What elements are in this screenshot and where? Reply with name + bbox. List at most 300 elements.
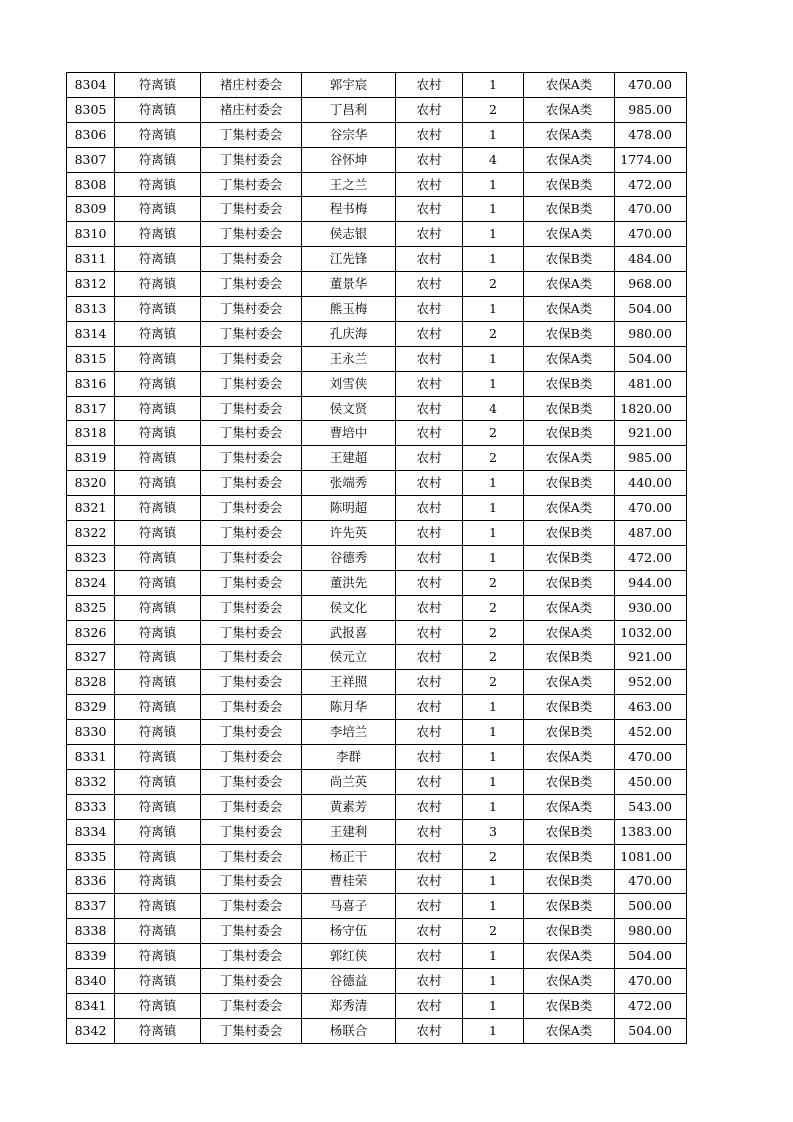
cell-id: 8322: [67, 521, 115, 546]
cell-town: 符离镇: [115, 197, 201, 222]
cell-village: 丁集村委会: [201, 545, 302, 570]
cell-class: 农保A类: [524, 620, 615, 645]
cell-class: 农保B类: [524, 471, 615, 496]
cell-count: 1: [463, 222, 524, 247]
cell-count: 1: [463, 944, 524, 969]
cell-class: 农保A类: [524, 346, 615, 371]
cell-amount: 1032.00: [615, 620, 687, 645]
cell-class: 农保A类: [524, 147, 615, 172]
cell-count: 2: [463, 570, 524, 595]
cell-town: 符离镇: [115, 670, 201, 695]
cell-area: 农村: [396, 545, 463, 570]
table-row: [67, 172, 687, 197]
table-row: [67, 570, 687, 595]
cell-count: 1: [463, 122, 524, 147]
cell-class: 农保A类: [524, 222, 615, 247]
cell-village: 褚庄村委会: [201, 73, 302, 98]
cell-village: 褚庄村委会: [201, 97, 302, 122]
cell-town: 符离镇: [115, 147, 201, 172]
table-body: [67, 73, 687, 1044]
cell-class: 农保B类: [524, 844, 615, 869]
cell-id: 8309: [67, 197, 115, 222]
cell-town: 符离镇: [115, 496, 201, 521]
table-row: [67, 321, 687, 346]
table-row: [67, 446, 687, 471]
cell-id: 8316: [67, 371, 115, 396]
cell-id: 8336: [67, 869, 115, 894]
cell-area: 农村: [396, 645, 463, 670]
cell-area: 农村: [396, 346, 463, 371]
cell-name: 王建利: [302, 819, 396, 844]
cell-class: 农保B类: [524, 570, 615, 595]
cell-class: 农保B类: [524, 321, 615, 346]
cell-id: 8313: [67, 297, 115, 322]
cell-count: 1: [463, 297, 524, 322]
table-row: [67, 122, 687, 147]
cell-amount: 481.00: [615, 371, 687, 396]
cell-count: 1: [463, 794, 524, 819]
table-row: [67, 1018, 687, 1043]
cell-amount: 463.00: [615, 695, 687, 720]
cell-count: 1: [463, 172, 524, 197]
cell-town: 符离镇: [115, 844, 201, 869]
cell-count: 1: [463, 969, 524, 994]
cell-town: 符离镇: [115, 247, 201, 272]
cell-id: 8330: [67, 720, 115, 745]
cell-class: 农保B类: [524, 894, 615, 919]
cell-town: 符离镇: [115, 346, 201, 371]
cell-town: 符离镇: [115, 97, 201, 122]
cell-village: 丁集村委会: [201, 321, 302, 346]
cell-id: 8327: [67, 645, 115, 670]
cell-amount: 1383.00: [615, 819, 687, 844]
cell-area: 农村: [396, 496, 463, 521]
cell-count: 1: [463, 769, 524, 794]
cell-count: 1: [463, 869, 524, 894]
table-row: [67, 197, 687, 222]
cell-village: 丁集村委会: [201, 844, 302, 869]
cell-area: 农村: [396, 421, 463, 446]
cell-id: 8324: [67, 570, 115, 595]
cell-id: 8317: [67, 396, 115, 421]
cell-village: 丁集村委会: [201, 272, 302, 297]
cell-count: 1: [463, 545, 524, 570]
table-row: [67, 720, 687, 745]
data-table: [66, 72, 687, 1044]
table-row: [67, 745, 687, 770]
cell-class: 农保B类: [524, 371, 615, 396]
cell-name: 侯文贤: [302, 396, 396, 421]
cell-village: 丁集村委会: [201, 446, 302, 471]
cell-village: 丁集村委会: [201, 645, 302, 670]
cell-class: 农保B类: [524, 396, 615, 421]
cell-amount: 921.00: [615, 645, 687, 670]
cell-village: 丁集村委会: [201, 595, 302, 620]
cell-id: 8307: [67, 147, 115, 172]
cell-village: 丁集村委会: [201, 346, 302, 371]
cell-name: 王祥照: [302, 670, 396, 695]
cell-area: 农村: [396, 670, 463, 695]
cell-amount: 944.00: [615, 570, 687, 595]
cell-name: 杨联合: [302, 1018, 396, 1043]
cell-amount: 980.00: [615, 919, 687, 944]
cell-id: 8333: [67, 794, 115, 819]
table-row: [67, 969, 687, 994]
cell-class: 农保A类: [524, 969, 615, 994]
cell-amount: 500.00: [615, 894, 687, 919]
cell-area: 农村: [396, 521, 463, 546]
cell-name: 郭宇宸: [302, 73, 396, 98]
cell-amount: 487.00: [615, 521, 687, 546]
cell-village: 丁集村委会: [201, 122, 302, 147]
table-row: [67, 993, 687, 1018]
cell-village: 丁集村委会: [201, 894, 302, 919]
cell-id: 8339: [67, 944, 115, 969]
cell-name: 王之兰: [302, 172, 396, 197]
cell-amount: 478.00: [615, 122, 687, 147]
cell-count: 1: [463, 745, 524, 770]
cell-village: 丁集村委会: [201, 620, 302, 645]
cell-village: 丁集村委会: [201, 745, 302, 770]
cell-id: 8306: [67, 122, 115, 147]
cell-id: 8323: [67, 545, 115, 570]
cell-class: 农保A类: [524, 272, 615, 297]
cell-town: 符离镇: [115, 944, 201, 969]
cell-count: 2: [463, 919, 524, 944]
cell-area: 农村: [396, 570, 463, 595]
cell-amount: 504.00: [615, 346, 687, 371]
cell-amount: 440.00: [615, 471, 687, 496]
table-row: [67, 695, 687, 720]
cell-town: 符离镇: [115, 720, 201, 745]
cell-town: 符离镇: [115, 122, 201, 147]
cell-name: 杨正干: [302, 844, 396, 869]
table-row: [67, 272, 687, 297]
cell-area: 农村: [396, 894, 463, 919]
cell-count: 2: [463, 272, 524, 297]
cell-amount: 452.00: [615, 720, 687, 745]
cell-count: 1: [463, 720, 524, 745]
cell-area: 农村: [396, 944, 463, 969]
cell-class: 农保B类: [524, 521, 615, 546]
cell-class: 农保A类: [524, 1018, 615, 1043]
cell-village: 丁集村委会: [201, 421, 302, 446]
cell-amount: 980.00: [615, 321, 687, 346]
cell-name: 李培兰: [302, 720, 396, 745]
cell-area: 农村: [396, 745, 463, 770]
cell-amount: 470.00: [615, 222, 687, 247]
cell-count: 1: [463, 521, 524, 546]
cell-town: 符离镇: [115, 993, 201, 1018]
cell-amount: 930.00: [615, 595, 687, 620]
cell-area: 农村: [396, 97, 463, 122]
cell-class: 农保A类: [524, 595, 615, 620]
table-row: [67, 97, 687, 122]
cell-village: 丁集村委会: [201, 371, 302, 396]
cell-amount: 985.00: [615, 97, 687, 122]
cell-area: 农村: [396, 247, 463, 272]
cell-count: 2: [463, 97, 524, 122]
cell-count: 2: [463, 645, 524, 670]
cell-town: 符离镇: [115, 222, 201, 247]
cell-village: 丁集村委会: [201, 172, 302, 197]
table-row: [67, 371, 687, 396]
cell-village: 丁集村委会: [201, 496, 302, 521]
cell-amount: 1774.00: [615, 147, 687, 172]
cell-count: 4: [463, 396, 524, 421]
cell-village: 丁集村委会: [201, 993, 302, 1018]
cell-amount: 472.00: [615, 993, 687, 1018]
cell-count: 4: [463, 147, 524, 172]
cell-class: 农保B类: [524, 645, 615, 670]
cell-area: 农村: [396, 321, 463, 346]
cell-id: 8335: [67, 844, 115, 869]
cell-name: 李群: [302, 745, 396, 770]
cell-class: 农保B类: [524, 172, 615, 197]
cell-class: 农保B类: [524, 421, 615, 446]
cell-village: 丁集村委会: [201, 570, 302, 595]
cell-village: 丁集村委会: [201, 670, 302, 695]
cell-name: 王永兰: [302, 346, 396, 371]
cell-class: 农保B类: [524, 695, 615, 720]
cell-count: 1: [463, 197, 524, 222]
cell-area: 农村: [396, 222, 463, 247]
cell-id: 8308: [67, 172, 115, 197]
cell-name: 江先锋: [302, 247, 396, 272]
cell-id: 8315: [67, 346, 115, 371]
cell-town: 符离镇: [115, 471, 201, 496]
cell-town: 符离镇: [115, 272, 201, 297]
table-row: [67, 346, 687, 371]
cell-id: 8334: [67, 819, 115, 844]
cell-class: 农保B类: [524, 993, 615, 1018]
cell-town: 符离镇: [115, 794, 201, 819]
cell-town: 符离镇: [115, 919, 201, 944]
cell-village: 丁集村委会: [201, 147, 302, 172]
cell-id: 8314: [67, 321, 115, 346]
table-row: [67, 496, 687, 521]
cell-name: 孔庆海: [302, 321, 396, 346]
cell-name: 丁昌利: [302, 97, 396, 122]
cell-name: 许先英: [302, 521, 396, 546]
table-row: [67, 645, 687, 670]
cell-amount: 470.00: [615, 745, 687, 770]
cell-amount: 968.00: [615, 272, 687, 297]
cell-area: 农村: [396, 371, 463, 396]
cell-count: 2: [463, 620, 524, 645]
cell-count: 2: [463, 670, 524, 695]
cell-town: 符离镇: [115, 969, 201, 994]
cell-name: 黄素芳: [302, 794, 396, 819]
cell-name: 郭红侠: [302, 944, 396, 969]
cell-amount: 921.00: [615, 421, 687, 446]
cell-id: 8319: [67, 446, 115, 471]
table-row: [67, 869, 687, 894]
cell-town: 符离镇: [115, 620, 201, 645]
table-row: [67, 620, 687, 645]
cell-id: 8325: [67, 595, 115, 620]
cell-area: 农村: [396, 595, 463, 620]
cell-id: 8320: [67, 471, 115, 496]
table-row: [67, 545, 687, 570]
table-row: [67, 670, 687, 695]
cell-amount: 470.00: [615, 73, 687, 98]
cell-class: 农保B类: [524, 197, 615, 222]
cell-amount: 470.00: [615, 197, 687, 222]
cell-class: 农保A类: [524, 122, 615, 147]
cell-town: 符离镇: [115, 1018, 201, 1043]
cell-name: 谷宗华: [302, 122, 396, 147]
cell-name: 侯元立: [302, 645, 396, 670]
cell-id: 8338: [67, 919, 115, 944]
cell-class: 农保B类: [524, 247, 615, 272]
cell-name: 张端秀: [302, 471, 396, 496]
table-row: [67, 819, 687, 844]
cell-area: 农村: [396, 869, 463, 894]
cell-town: 符离镇: [115, 371, 201, 396]
cell-area: 农村: [396, 969, 463, 994]
cell-village: 丁集村委会: [201, 396, 302, 421]
cell-class: 农保A类: [524, 670, 615, 695]
cell-village: 丁集村委会: [201, 819, 302, 844]
table-row: [67, 471, 687, 496]
cell-id: 8331: [67, 745, 115, 770]
cell-class: 农保A类: [524, 73, 615, 98]
cell-class: 农保B类: [524, 769, 615, 794]
cell-amount: 952.00: [615, 670, 687, 695]
cell-town: 符离镇: [115, 570, 201, 595]
cell-village: 丁集村委会: [201, 521, 302, 546]
cell-village: 丁集村委会: [201, 695, 302, 720]
table-row: [67, 222, 687, 247]
cell-class: 农保B类: [524, 869, 615, 894]
cell-amount: 985.00: [615, 446, 687, 471]
cell-count: 2: [463, 421, 524, 446]
cell-area: 农村: [396, 620, 463, 645]
table-row: [67, 247, 687, 272]
table-row: [67, 297, 687, 322]
cell-town: 符离镇: [115, 396, 201, 421]
cell-name: 谷怀坤: [302, 147, 396, 172]
cell-area: 农村: [396, 73, 463, 98]
cell-class: 农保A类: [524, 794, 615, 819]
cell-area: 农村: [396, 272, 463, 297]
cell-count: 1: [463, 1018, 524, 1043]
cell-amount: 504.00: [615, 944, 687, 969]
cell-count: 1: [463, 894, 524, 919]
cell-count: 1: [463, 695, 524, 720]
cell-area: 农村: [396, 919, 463, 944]
cell-amount: 472.00: [615, 172, 687, 197]
cell-village: 丁集村委会: [201, 919, 302, 944]
cell-amount: 1081.00: [615, 844, 687, 869]
table-row: [67, 521, 687, 546]
cell-village: 丁集村委会: [201, 794, 302, 819]
cell-village: 丁集村委会: [201, 969, 302, 994]
table-row: [67, 919, 687, 944]
cell-name: 谷德益: [302, 969, 396, 994]
cell-id: 8326: [67, 620, 115, 645]
table-row: [67, 421, 687, 446]
cell-class: 农保B类: [524, 919, 615, 944]
cell-area: 农村: [396, 122, 463, 147]
cell-class: 农保A类: [524, 97, 615, 122]
cell-name: 侯志银: [302, 222, 396, 247]
cell-count: 1: [463, 471, 524, 496]
cell-id: 8321: [67, 496, 115, 521]
cell-village: 丁集村委会: [201, 869, 302, 894]
table-row: [67, 794, 687, 819]
cell-town: 符离镇: [115, 446, 201, 471]
table-row: [67, 769, 687, 794]
cell-village: 丁集村委会: [201, 471, 302, 496]
cell-class: 农保A类: [524, 297, 615, 322]
cell-count: 1: [463, 73, 524, 98]
cell-town: 符离镇: [115, 595, 201, 620]
cell-village: 丁集村委会: [201, 769, 302, 794]
cell-count: 2: [463, 844, 524, 869]
cell-name: 董景华: [302, 272, 396, 297]
cell-town: 符离镇: [115, 73, 201, 98]
cell-id: 8328: [67, 670, 115, 695]
cell-town: 符离镇: [115, 645, 201, 670]
cell-amount: 470.00: [615, 969, 687, 994]
cell-area: 农村: [396, 769, 463, 794]
cell-id: 8310: [67, 222, 115, 247]
cell-name: 董洪先: [302, 570, 396, 595]
cell-id: 8341: [67, 993, 115, 1018]
cell-town: 符离镇: [115, 321, 201, 346]
cell-class: 农保A类: [524, 745, 615, 770]
cell-village: 丁集村委会: [201, 1018, 302, 1043]
cell-amount: 543.00: [615, 794, 687, 819]
cell-id: 8332: [67, 769, 115, 794]
cell-amount: 504.00: [615, 1018, 687, 1043]
table-row: [67, 844, 687, 869]
cell-village: 丁集村委会: [201, 720, 302, 745]
cell-area: 农村: [396, 844, 463, 869]
cell-id: 8340: [67, 969, 115, 994]
table-row: [67, 73, 687, 98]
cell-class: 农保A类: [524, 446, 615, 471]
cell-name: 尚兰英: [302, 769, 396, 794]
cell-amount: 1820.00: [615, 396, 687, 421]
cell-name: 侯文化: [302, 595, 396, 620]
cell-count: 1: [463, 496, 524, 521]
cell-class: 农保A类: [524, 496, 615, 521]
cell-name: 熊玉梅: [302, 297, 396, 322]
cell-area: 农村: [396, 471, 463, 496]
cell-name: 程书梅: [302, 197, 396, 222]
cell-id: 8329: [67, 695, 115, 720]
cell-area: 农村: [396, 172, 463, 197]
cell-amount: 484.00: [615, 247, 687, 272]
cell-count: 1: [463, 993, 524, 1018]
cell-area: 农村: [396, 446, 463, 471]
cell-id: 8318: [67, 421, 115, 446]
cell-town: 符离镇: [115, 172, 201, 197]
cell-village: 丁集村委会: [201, 247, 302, 272]
cell-area: 农村: [396, 819, 463, 844]
cell-name: 刘雪侠: [302, 371, 396, 396]
cell-name: 王建超: [302, 446, 396, 471]
cell-amount: 472.00: [615, 545, 687, 570]
cell-count: 1: [463, 247, 524, 272]
cell-id: 8312: [67, 272, 115, 297]
table-row: [67, 944, 687, 969]
cell-class: 农保B类: [524, 720, 615, 745]
cell-id: 8305: [67, 97, 115, 122]
